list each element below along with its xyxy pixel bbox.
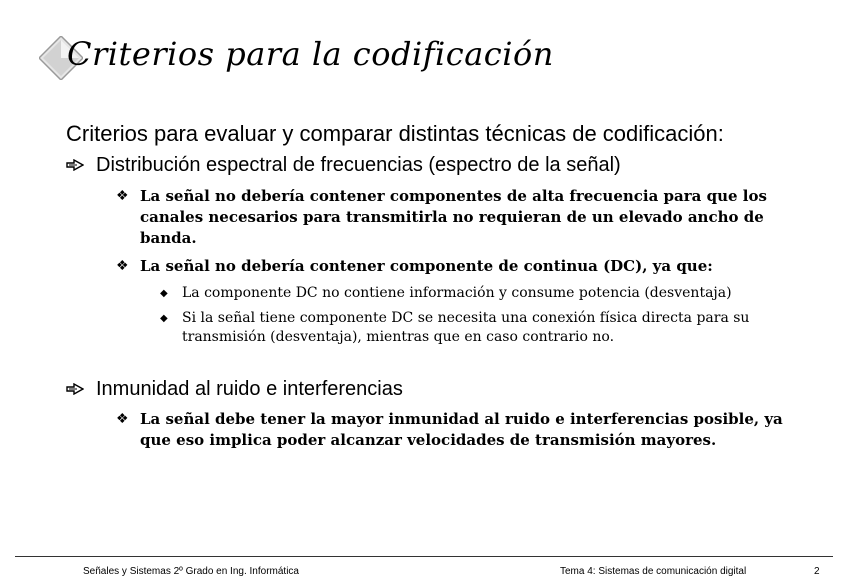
page-number: 2 [814, 566, 820, 577]
sub-list-item-text: Si la señal tiene componente DC se necesita una conexión física directa para su transmisión (desventaja), mientras que en caso contrario no. [182, 310, 750, 345]
intro-text: Criterios para evaluar y comparar distintas técnicas de codificación: [66, 121, 724, 146]
list-item [116, 409, 816, 451]
list-item [116, 256, 816, 277]
pointing-hand-icon [66, 383, 84, 395]
sub-list-item-text: La componente DC no contiene información y consume potencia (desventaja) [182, 285, 732, 301]
list-item [116, 186, 816, 249]
bullet-glyph: ❖ [116, 258, 129, 274]
bullet-glyph: ❖ [116, 411, 129, 427]
list-item-text: La señal no debería contener componente de continua (DC), ya que: [140, 257, 713, 275]
bullet-glyph: ❖ [116, 188, 129, 204]
footer-course: Señales y Sistemas 2º Grado en Ing. Informática [83, 566, 299, 577]
footer-topic: Tema 4: Sistemas de comunicación digital [560, 566, 747, 577]
bullet-glyph: ◆ [160, 288, 168, 299]
list-item-text: La señal no debería contener componentes de alta frecuencia para que los canales necesarios para transmitirla no requieran de un elevado ancho de banda. [140, 187, 767, 247]
sub-list-item [160, 284, 820, 303]
list-item-text: La señal debe tener la mayor inmunidad al ruido e interferencias posible, ya que eso implica poder alcanzar velocidades de transmisión mayores. [140, 410, 783, 449]
pointing-hand-icon [66, 159, 84, 171]
section-heading-label: Inmunidad al ruido e interferencias [96, 378, 403, 400]
slide-title: Criterios para la codificación [67, 35, 554, 73]
sub-list-item [160, 309, 820, 347]
bullet-glyph: ◆ [160, 313, 168, 324]
footer-divider [15, 556, 833, 557]
section-heading-label: Distribución espectral de frecuencias (espectro de la señal) [96, 154, 621, 176]
